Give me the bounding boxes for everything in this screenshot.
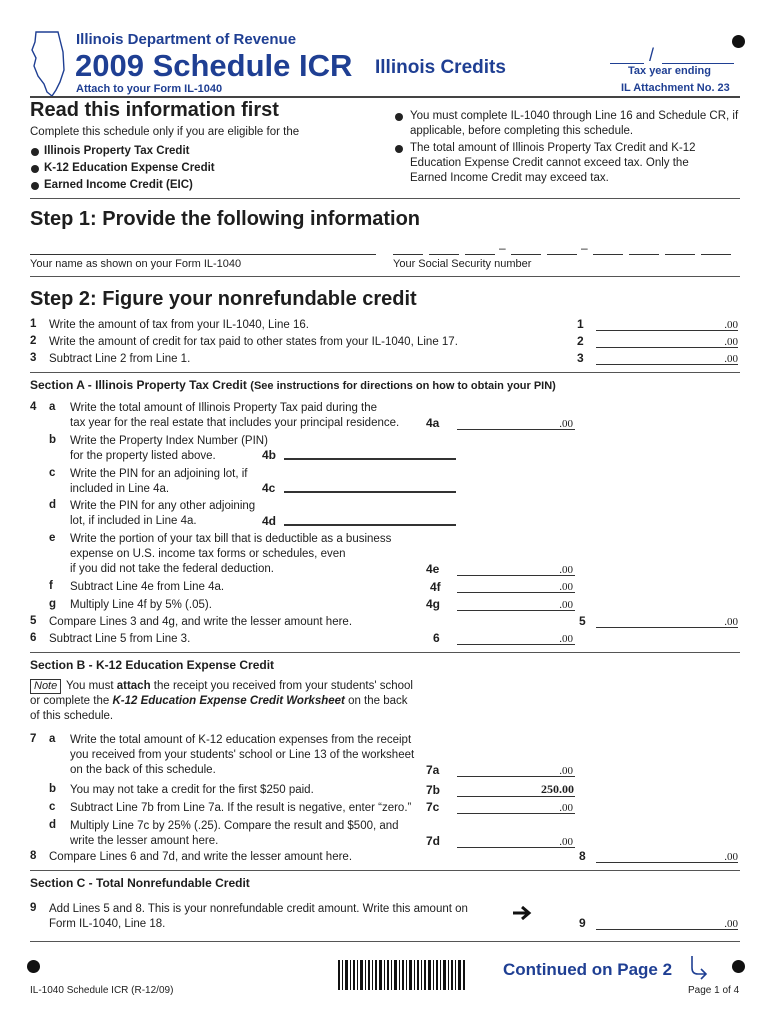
line7b-text: You may not take a credit for the first $250 paid.: [70, 784, 314, 796]
line4d-text-2: lot, if included in Line 4a.: [70, 515, 197, 527]
sub-letter: a: [49, 733, 56, 745]
sub-letter: d: [49, 499, 57, 511]
line4d-input[interactable]: [284, 524, 456, 526]
line9-text-2: Form IL-1040, Line 18.: [49, 918, 166, 930]
line4e-text-3: if you did not take the federal deduction.: [70, 563, 274, 575]
ssn-label: Your Social Security number: [393, 258, 532, 270]
attachment-number: IL Attachment No. 23: [621, 82, 730, 94]
intro-right-1: You must complete IL-1040 through Line 16 and Schedule CR, if applicable, before completing this schedule.: [410, 110, 739, 137]
bullet: [395, 145, 403, 153]
line1-text: Write the amount of tax from your IL-1040, Line 16.: [49, 319, 309, 331]
page-number: Page 1 of 4: [688, 985, 740, 996]
divider: [30, 870, 740, 871]
line6-cents: .00: [559, 633, 573, 645]
note-tag: Note: [30, 679, 61, 694]
line6-label: 6: [433, 631, 440, 645]
line4c-text-2: included in Line 4a.: [70, 483, 170, 495]
bullet: [31, 182, 39, 190]
note-line-1: You must attach the receipt you received from your students' school: [66, 680, 413, 692]
bullet-property-tax: Illinois Property Tax Credit: [44, 145, 190, 157]
line2-cents: .00: [724, 336, 738, 348]
line4a-text-2: tax year for the real estate that includes your principal residence.: [70, 417, 400, 429]
line7b-value: 250.00: [541, 782, 574, 796]
step2-heading: Step 2: Figure your nonrefundable credit: [30, 288, 417, 310]
line2-label: 2: [577, 334, 584, 348]
line4f-text: Subtract Line 4e from Line 4a.: [70, 581, 225, 593]
line4a-cents: .00: [559, 418, 573, 430]
sub-letter: f: [49, 580, 53, 592]
line7c-cents: .00: [559, 802, 573, 814]
line4c-text-1: Write the PIN for an adjoining lot, if: [70, 468, 248, 480]
name-label: Your name as shown on your Form IL-1040: [30, 258, 242, 270]
line4b-input[interactable]: [284, 458, 456, 460]
section-c-title: Section C - Total Nonrefundable Credit: [30, 876, 250, 890]
line7a-text-3: on the back of this schedule.: [70, 764, 216, 776]
bullet-eic: Earned Income Credit (EIC): [44, 179, 193, 191]
line4a-text-1: Write the total amount of Illinois Property Tax paid during the: [70, 402, 378, 414]
department-name: Illinois Department of Revenue: [76, 31, 297, 48]
illinois-map-icon: [30, 30, 66, 98]
line8-text: Compare Lines 6 and 7d, and write the lesser amount here.: [49, 851, 353, 863]
bullet: [31, 148, 39, 156]
line5-text: Compare Lines 3 and 4g, and write the lesser amount here.: [49, 616, 353, 628]
page-turn-icon: [686, 954, 712, 980]
line4c-label: 4c: [262, 481, 276, 495]
line5-label: 5: [579, 614, 586, 628]
line4c-input[interactable]: [284, 491, 456, 493]
intro-heading: Read this information first: [30, 99, 279, 121]
bullet-k12: K-12 Education Expense Credit: [44, 162, 215, 174]
sub-letter: a: [49, 401, 56, 413]
line7a-label: 7a: [426, 763, 440, 777]
line-number: 8: [30, 850, 37, 862]
form-id: IL-1040 Schedule ICR (R-12/09): [30, 985, 174, 996]
section-b-title: Section B - K-12 Education Expense Credit: [30, 658, 275, 672]
line7d-label: 7d: [426, 834, 441, 848]
name-input[interactable]: [30, 254, 376, 255]
sub-letter: b: [49, 783, 57, 795]
line-number: 5: [30, 615, 37, 627]
line7a-text-2: you received from your students' school or Line 13 of the worksheet: [70, 749, 415, 761]
line2-text: Write the amount of credit for tax paid to other states from your IL-1040, Line 17.: [49, 336, 458, 348]
line-number: 2: [30, 335, 37, 347]
line8-cents: .00: [724, 851, 738, 863]
line4f-cents: .00: [559, 581, 573, 593]
header-divider: [30, 96, 740, 98]
line4g-label: 4g: [426, 597, 441, 611]
line4b-label: 4b: [262, 448, 277, 462]
bullet: [31, 165, 39, 173]
line-number: 7: [30, 733, 37, 745]
line-number: 3: [30, 352, 37, 364]
section-a-title: Section A - Illinois Property Tax Credit (See instructions for directions on how to obtain your PIN): [30, 378, 556, 392]
line7b-label: 7b: [426, 783, 441, 797]
divider: [30, 198, 740, 199]
line-number: 4: [30, 401, 37, 413]
sub-letter: d: [49, 819, 57, 831]
registration-dot: [732, 35, 745, 48]
tax-year-label: Tax year ending: [628, 65, 711, 77]
line5-cents: .00: [724, 616, 738, 628]
sub-letter: e: [49, 532, 56, 544]
ssn-input[interactable]: – –: [393, 244, 739, 256]
line1-cents: .00: [724, 319, 738, 331]
registration-dot: [27, 960, 40, 973]
note-line-2: or complete the K-12 Education Expense Credit Worksheet on the back: [30, 695, 408, 707]
barcode: [338, 960, 466, 990]
line3-cents: .00: [724, 353, 738, 365]
line7c-text: Subtract Line 7b from Line 7a. If the result is negative, enter “zero.”: [70, 802, 412, 814]
line3-label: 3: [577, 351, 584, 365]
bullet: [395, 113, 403, 121]
form-title: 2009 Schedule ICR: [75, 48, 353, 83]
line-number: 1: [30, 318, 37, 330]
line7d-cents: .00: [559, 836, 573, 848]
arrow-right-icon: [512, 906, 536, 920]
tax-year-field[interactable]: /: [606, 49, 736, 67]
line-number: 6: [30, 632, 37, 644]
form-subtitle: Illinois Credits: [375, 57, 506, 78]
sub-letter: b: [49, 434, 57, 446]
line1-label: 1: [577, 317, 584, 331]
line6-text: Subtract Line 5 from Line 3.: [49, 633, 191, 645]
line-number: 9: [30, 902, 37, 914]
sub-letter: c: [49, 467, 56, 479]
line4e-text-2: expense on U.S. income tax forms or schedules, even: [70, 548, 346, 560]
note-line-3: of this schedule.: [30, 710, 114, 722]
step1-heading: Step 1: Provide the following information: [30, 208, 421, 230]
line4e-cents: .00: [559, 564, 573, 576]
line7d-text-2: write the lesser amount here.: [70, 835, 219, 847]
line4a-label: 4a: [426, 416, 440, 430]
line4b-text-1: Write the Property Index Number (PIN): [70, 435, 268, 447]
divider: [30, 652, 740, 653]
divider: [30, 372, 740, 373]
line4b-text-2: for the property listed above.: [70, 450, 216, 462]
line4d-text-1: Write the PIN for any other adjoining: [70, 500, 256, 512]
line8-label: 8: [579, 849, 586, 863]
line7c-label: 7c: [426, 800, 440, 814]
divider: [30, 941, 740, 942]
line9-text-1: Add Lines 5 and 8. This is your nonrefundable credit amount. Write this amount on: [49, 903, 468, 915]
line4f-label: 4f: [430, 580, 441, 594]
line9-label: 9: [579, 916, 586, 930]
line4e-label: 4e: [426, 562, 440, 576]
attach-instruction: Attach to your Form IL-1040: [76, 83, 223, 95]
line4g-text: Multiply Line 4f by 5% (.05).: [70, 599, 212, 611]
intro-lead: Complete this schedule only if you are eligible for the: [30, 126, 300, 138]
sub-letter: g: [49, 598, 57, 610]
line4g-cents: .00: [559, 599, 573, 611]
sub-letter: c: [49, 801, 56, 813]
divider: [30, 276, 740, 277]
intro-right-2: The total amount of Illinois Property Tax Credit and K-12 Education Expense Credit cannot exceed tax. Only the Earned Income Credit may exceed tax.: [410, 142, 696, 184]
line3-text: Subtract Line 2 from Line 1.: [49, 353, 191, 365]
registration-dot: [732, 960, 745, 973]
continued-label: Continued on Page 2: [503, 960, 673, 979]
line9-cents: .00: [724, 918, 738, 930]
line4e-text-1: Write the portion of your tax bill that is deductible as a business: [70, 533, 392, 545]
line7a-text-1: Write the total amount of K-12 education expenses from the receipt: [70, 734, 412, 746]
line7d-text-1: Multiply Line 7c by 25% (.25). Compare the result and $500, and: [70, 820, 399, 832]
line7a-cents: .00: [559, 765, 573, 777]
line4d-label: 4d: [262, 514, 277, 528]
